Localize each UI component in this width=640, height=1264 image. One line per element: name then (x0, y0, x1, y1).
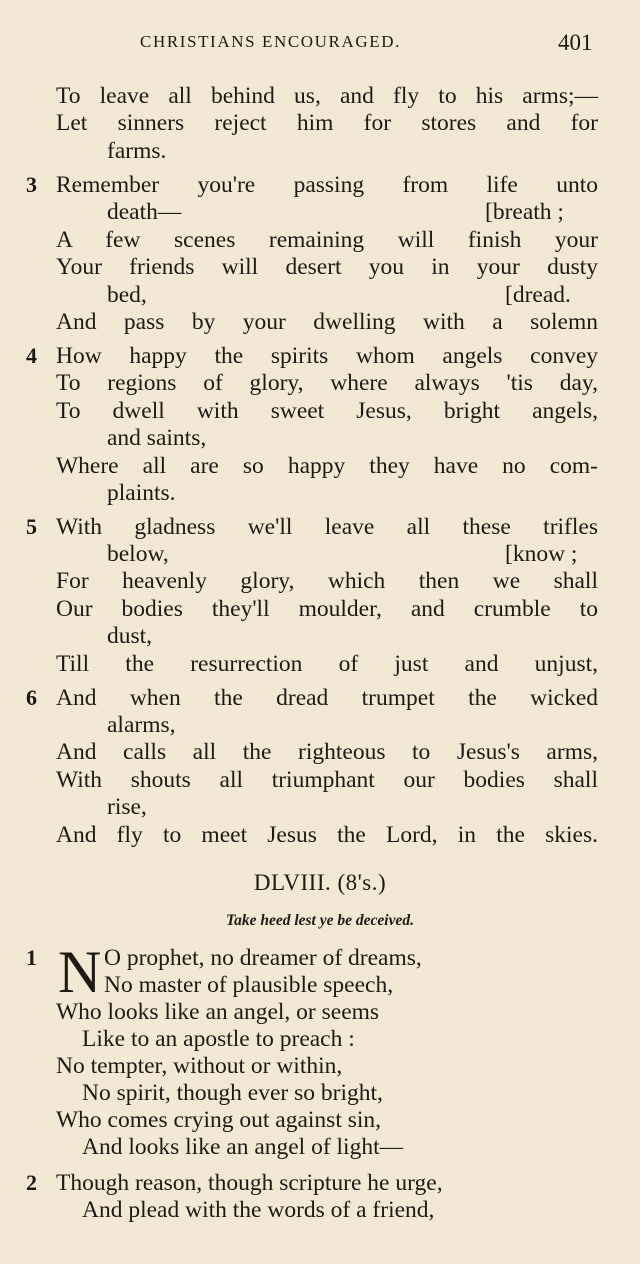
verse-line: To regions of glory, where always 'tis day, (56, 370, 598, 396)
verse-turnover: [know ; (505, 541, 578, 567)
verse-line: Like to an apostle to preach : (82, 1026, 355, 1052)
verse-line: dust, (107, 623, 153, 649)
verse-line: Till the resurrection of just and unjust, (56, 651, 598, 677)
verse-line: plaints. (107, 480, 176, 506)
verse-line: And plead with the words of a friend, (82, 1197, 435, 1223)
hymn-title: DLVIII. (8's.) (253, 870, 387, 895)
verse-line: How happy the spirits whom angels convey (56, 343, 598, 369)
verse-line: Let sinners reject him for stores and for (56, 110, 598, 136)
verse-line: No tempter, without or within, (56, 1053, 343, 1079)
verse-line: No master of plausible speech, (104, 972, 394, 998)
verse-line: below, (107, 541, 169, 567)
verse-number: 6 (26, 685, 37, 710)
verse-line: Your friends will desert you in your dusty (56, 254, 598, 280)
verse-line: Our bodies they'll moulder, and crumble to (56, 596, 598, 622)
verse-line: And when the dread trumpet the wicked (56, 685, 598, 711)
page-number: 401 (558, 30, 593, 55)
verse-line: And pass by your dwelling with a solemn (56, 309, 598, 335)
hymn-subtitle: Take heed lest ye be deceived. (226, 912, 414, 929)
verse-line: With gladness we'll leave all these trifles (56, 514, 598, 540)
verse-number: 5 (26, 514, 37, 539)
verse-line: Where all are so happy they have no com- (56, 453, 598, 479)
verse-line: A few scenes remaining will finish your (56, 227, 598, 253)
running-title: CHRISTIANS ENCOURAGED. (140, 32, 401, 51)
verse-line: and saints, (107, 425, 207, 451)
verse-line: rise, (107, 794, 147, 820)
verse-turnover: [dread. (505, 282, 571, 308)
verse-line: To leave all behind us, and fly to his arms;— (56, 83, 598, 109)
drop-cap: N (58, 939, 102, 1005)
verse-line: And looks like an angel of light— (82, 1134, 404, 1160)
verse-line: To dwell with sweet Jesus, bright angels, (56, 398, 598, 424)
verse-line: Who looks like an angel, or seems (56, 999, 380, 1025)
verse-line: death— (107, 199, 182, 225)
verse-line: For heavenly glory, which then we shall (56, 568, 598, 594)
verse-line: No spirit, though ever so bright, (82, 1080, 383, 1106)
verse-line: With shouts all triumphant our bodies shall (56, 767, 598, 793)
verse-number: 3 (26, 172, 37, 197)
verse-line: farms. (107, 138, 167, 164)
verse-number: 2 (26, 1170, 37, 1195)
verse-line: O prophet, no dreamer of dreams, (104, 945, 422, 971)
verse-turnover: [breath ; (485, 199, 564, 225)
verse-line: bed, (107, 282, 147, 308)
verse-number: 1 (26, 945, 37, 970)
verse-line: And calls all the righteous to Jesus's arms, (56, 739, 598, 765)
verse-line: Though reason, though scripture he urge, (56, 1170, 443, 1196)
verse-line: Remember you're passing from life unto (56, 172, 598, 198)
verse-line: And fly to meet Jesus the Lord, in the skies. (56, 822, 598, 848)
verse-number: 4 (26, 343, 37, 368)
verse-line: alarms, (107, 712, 176, 738)
verse-line: Who comes crying out against sin, (56, 1107, 382, 1133)
